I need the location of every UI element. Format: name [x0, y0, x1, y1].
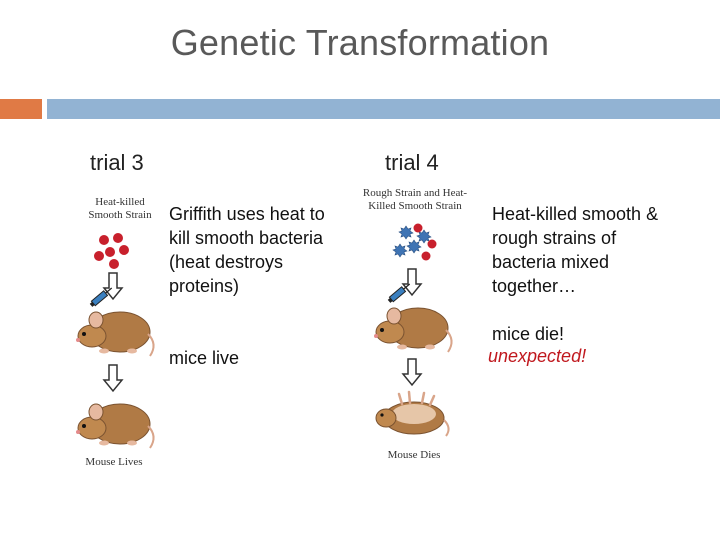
- trial-3-result: mice live: [169, 348, 240, 368]
- trial-4-result: mice die!: [492, 324, 565, 344]
- live-mouse-icon: [74, 396, 156, 452]
- dead-mouse-icon: [374, 388, 454, 440]
- mixed-bacteria-icon: [392, 222, 440, 266]
- trial-3-heading: trial 3: [90, 150, 144, 175]
- trial-4-emphasis: unexpected!: [488, 346, 587, 366]
- trial-4-description: Heat-killed smooth & rough strains of bacteria mixed together…: [492, 204, 659, 296]
- trial-3-bottom-caption: Mouse Lives: [85, 456, 143, 468]
- trial-3-top-caption: Heat-killed Smooth Strain: [88, 196, 152, 221]
- down-arrow-icon: [402, 358, 422, 386]
- live-mouse-icon: [74, 304, 156, 360]
- trial-3-description: Griffith uses heat to kill smooth bacteria (heat destroys proteins): [169, 204, 325, 296]
- trial-4-bottom-caption: Mouse Dies: [387, 449, 441, 461]
- live-mouse-icon: [372, 300, 454, 356]
- trial-4-heading: trial 4: [385, 150, 439, 175]
- down-arrow-icon: [103, 364, 123, 392]
- heat-killed-bacteria-icon: [90, 230, 140, 270]
- trial-4-top-caption: Rough Strain and Heat- Killed Smooth Strain: [362, 187, 468, 212]
- header-accent-blue: [47, 99, 720, 119]
- header-accent-orange: [0, 99, 42, 119]
- slide-title: Genetic Transformation: [170, 22, 550, 63]
